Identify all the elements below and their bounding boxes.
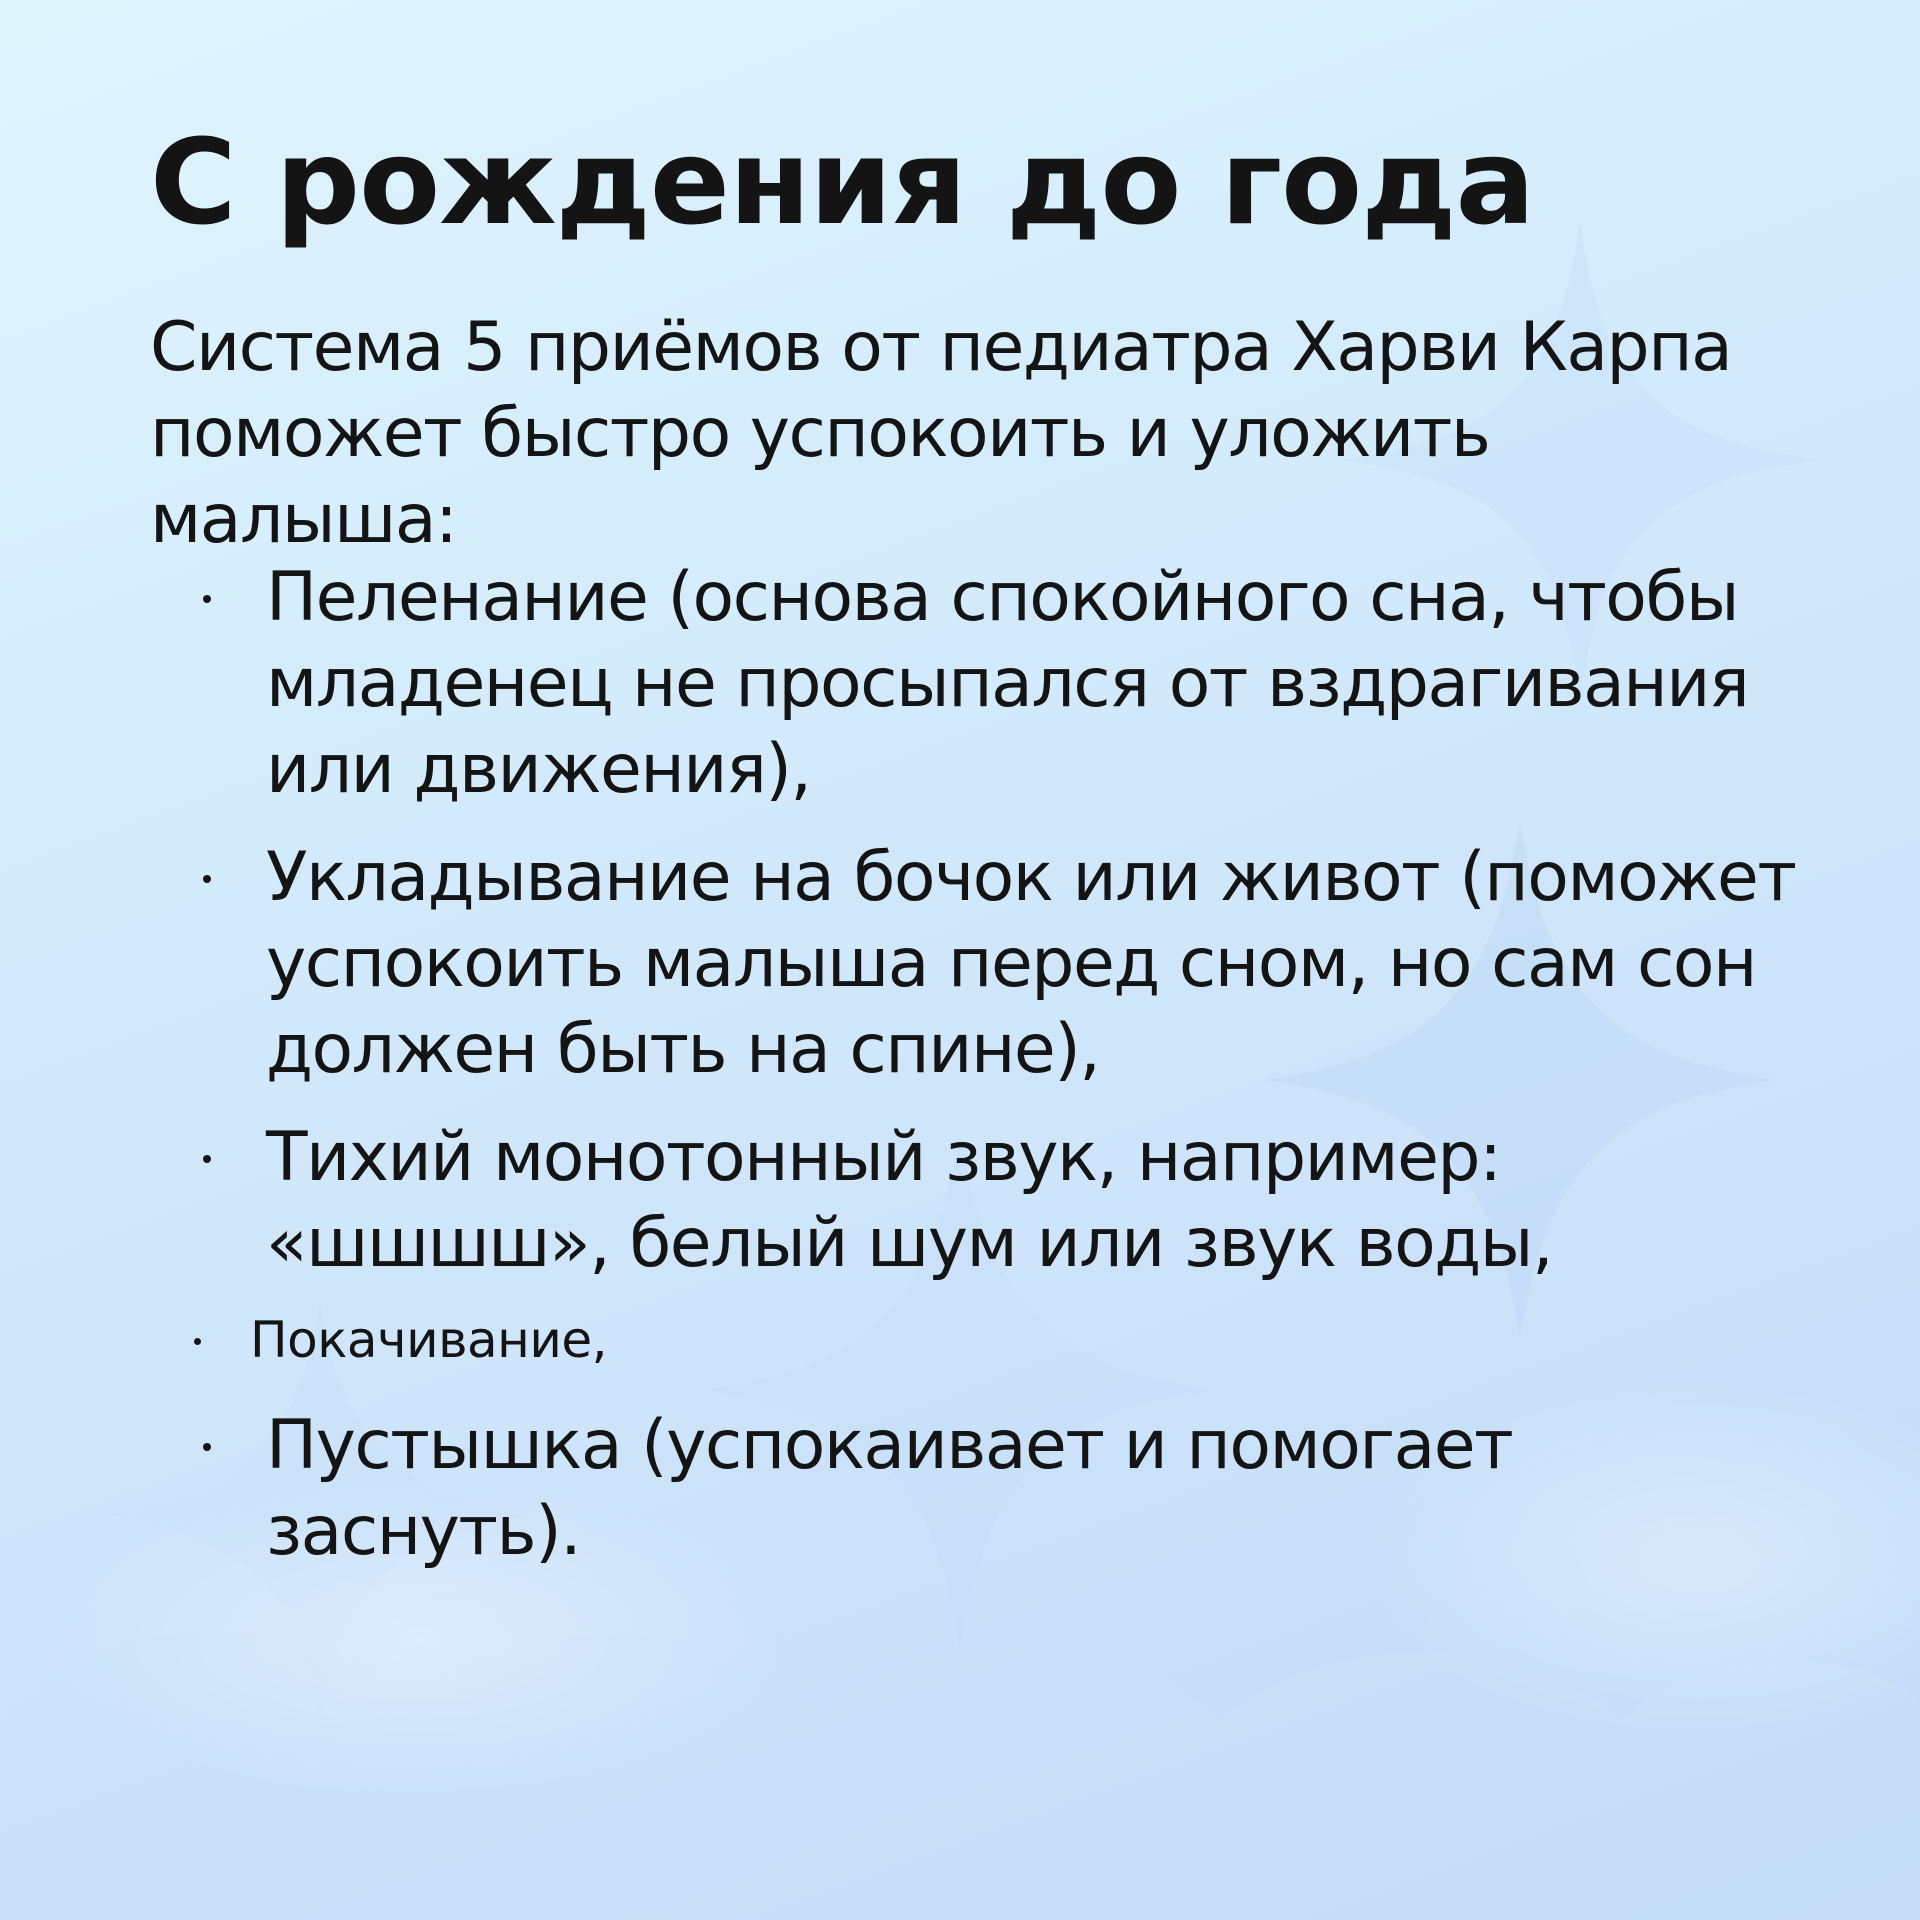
- list-item-text: Тихий монотонный звук, например: «шшшш», белый шум или звук воды,: [266, 1118, 1553, 1283]
- list-item: [0, 555, 1920, 813]
- bullet-icon: [203, 875, 211, 883]
- page-title: С рождения до года: [150, 113, 1535, 251]
- list-item: [0, 1403, 1920, 1575]
- list-item: [0, 1115, 1920, 1287]
- techniques-list: [0, 555, 1920, 1597]
- list-item: [0, 1305, 1920, 1375]
- list-item-text: Пустышка (успокаивает и помогает заснуть).: [266, 1406, 1513, 1571]
- bullet-icon: [203, 595, 211, 603]
- bullet-icon: [203, 1443, 211, 1451]
- list-item: [0, 835, 1920, 1093]
- bullet-icon: [203, 1155, 211, 1163]
- list-item-text: Покачивание,: [250, 1311, 608, 1369]
- list-item-text: Укладывание на бочок или живот (поможет успокоить малыша перед сном, но сам сон должен быть на спине),: [266, 838, 1796, 1089]
- bullet-icon: [194, 1338, 201, 1345]
- intro-text: Система 5 приёмов от педиатра Харви Карпа поможет быстро успокоить и уложить малыша:: [150, 308, 1732, 559]
- list-item-text: Пеленание (основа спокойного сна, чтобы младенец не просыпался от вздрагивания или движения),: [266, 558, 1749, 809]
